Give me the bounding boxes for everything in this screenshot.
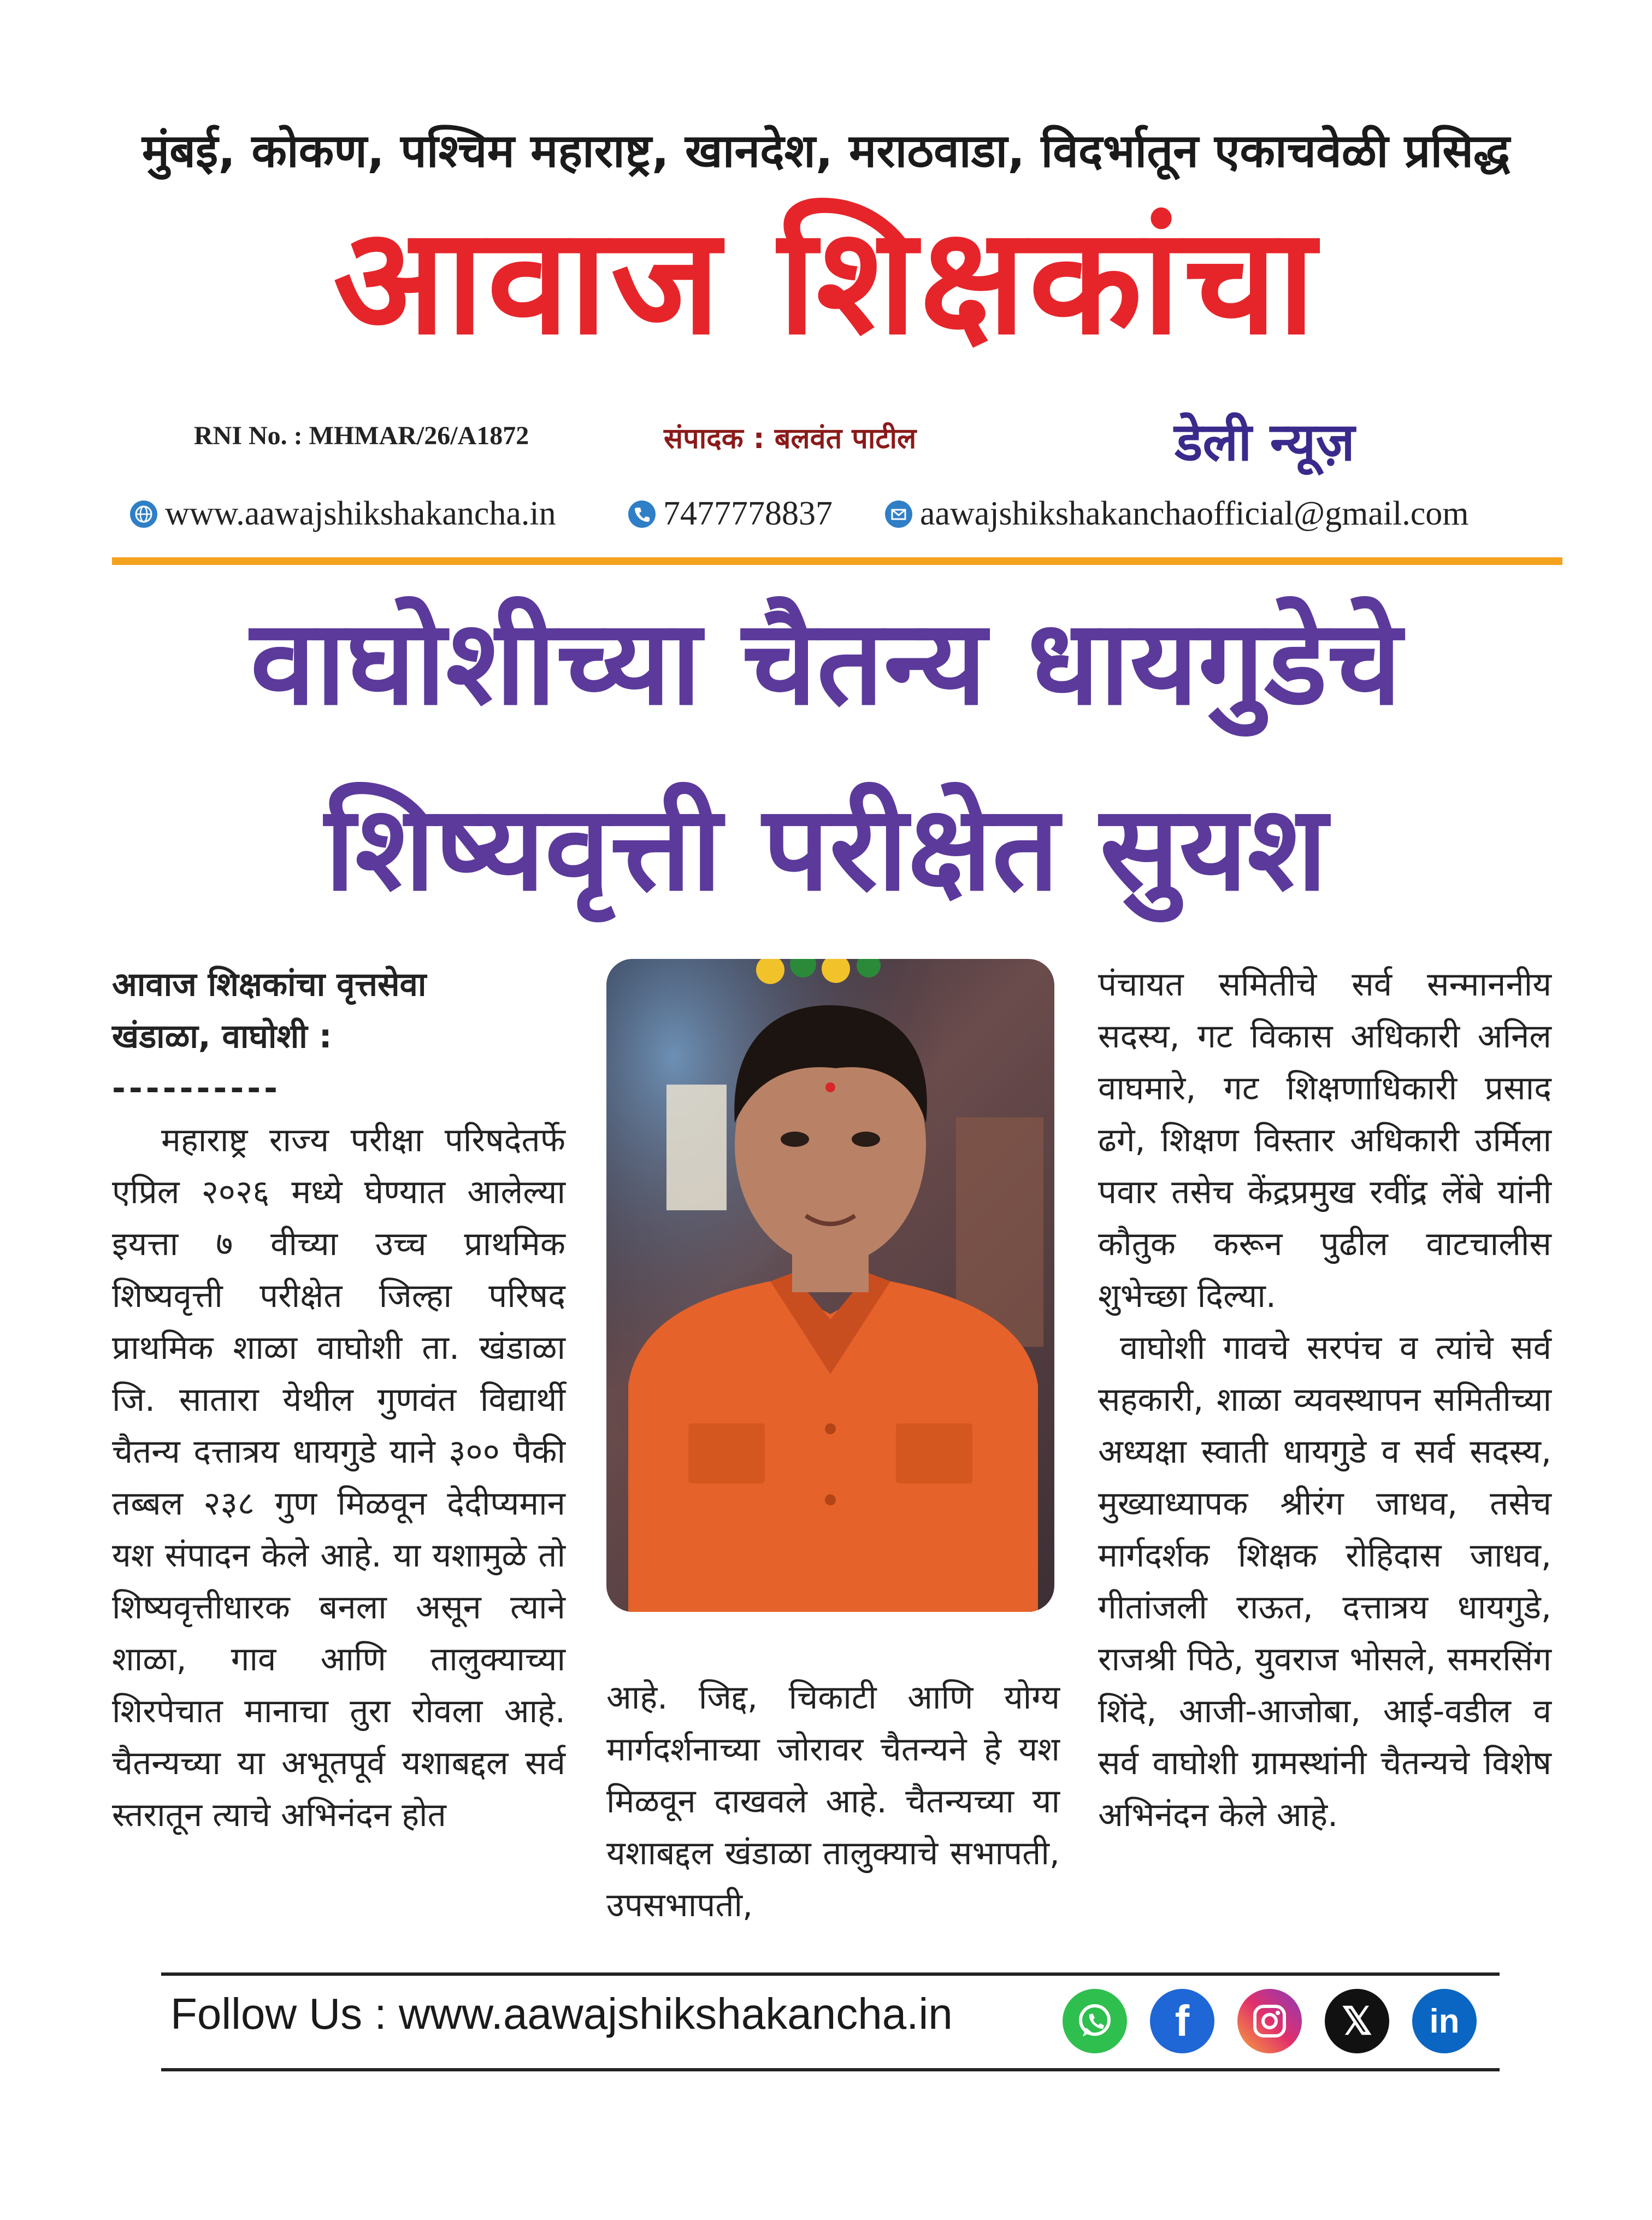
- article-paragraph-1: महाराष्ट्र राज्य परीक्षा परिषदेतर्फे एप्रिल २०२६ मध्ये घेण्यात आलेल्या इयत्ता ७ वीच्या उच्च प्राथमिक शिष्यवृत्ती परीक्षेत जिल्हा परिषद प्राथमिक शाळा वाघोशी ता. खंडाळा जि. सातारा येथील गुणवंत विद्यार्थी चैतन्य दत्तात्रय धायगुडे याने ३०० पैकी तब्बल २३८ गुण मिळवून देदीप्यमान यश संपादन केले आहे. या यशामुळे तो शिष्यवृत्तीधारक बनला असून त्याने शाळा, गाव आणि तालुक्याच्या शिरपेचात मानाचा तुरा रोवला आहे. चैतन्यच्या या अभूतपूर्व यशाबद्दल सर्व स्तरातून त्याचे अभिनंदन होत: [112, 1121, 565, 1834]
- article-column-3: [1098, 959, 1551, 1841]
- tagline: मुंबई, कोकण, पश्चिम महाराष्ट्र, खानदेश, मराठवाडा, विदर्भातून एकाचवेळी प्रसिद्ध: [141, 124, 1511, 178]
- article-paragraph-2: आहे. जिद्द, चिकाटी आणि योग्य मार्गदर्शनाच्या जोरावर चैतन्यने हे यश मिळवून दाखवले आहे. चैतन्यच्या या यशाबद्दल खंडाळा तालुक्याचे सभापती, उपसभापती,: [606, 1679, 1060, 1924]
- article-paragraph-3: पंचायत समितीचे सर्व सन्माननीय सदस्य, गट विकास अधिकारी अनिल वाघमारे, गट शिक्षणाधिकारी प्रसाद ढगे, शिक्षण विस्तार अधिकारी उर्मिला पवार तसेच केंद्रप्रमुख रवींद्र लेंबे यांनी कौतुक करून पुढील वाटचालीस शुभेच्छा दिल्या.: [1098, 965, 1551, 1315]
- whatsapp-icon[interactable]: [1063, 1989, 1127, 2053]
- footer-rule-top: [161, 1972, 1500, 1976]
- facebook-icon[interactable]: f: [1150, 1989, 1214, 2053]
- byline-dashes: ----------: [112, 1069, 281, 1108]
- rni-number: RNI No. : MHMAR/26/A1872: [194, 421, 529, 450]
- byline-agency: आवाज शिक्षकांचा वृत्तसेवा: [112, 965, 427, 1004]
- follow-us-text[interactable]: Follow Us : www.aawajshikshakancha.in: [170, 1989, 953, 2038]
- headline-line-2: शिष्यवृत्ती परीक्षेत सुयश: [324, 780, 1328, 917]
- email-text: aawajshikshakanchaofficial@gmail.com: [920, 495, 1469, 532]
- article-paragraph-4: वाघोशी गावचे सरपंच व त्यांचे सर्व सहकारी, शाळा व्यवस्थापन समितीच्या अध्यक्षा स्वाती धायगुडे व सर्व सदस्य, मुख्याध्यापक श्रीरंग जाधव, तसेच मार्गदर्शक शिक्षक रोहिदास जाधव, गीतांजली राऊत, दत्तात्रय धायगुडे, राजश्री पिठे, युवराज भोसले, समरसिंग शिंदे, आजी-आजोबा, आई-वडील व सर्व वाघोशी ग्रामस्थांनी चैतन्यचे विशेष अभिनंदन केले आहे.: [1098, 1329, 1551, 1834]
- masthead-title: आवाज शिक्षकांचा: [333, 195, 1319, 367]
- website-text: www.aawajshikshakancha.in: [165, 495, 556, 532]
- student-photo: [606, 959, 1054, 1612]
- article-column-1: [112, 959, 565, 1841]
- byline-place: खंडाळा, वाघोशी :: [112, 1017, 332, 1056]
- headline-line-1: वाघोशीच्या चैतन्य धायगुडेचे: [250, 594, 1402, 731]
- article-column-2: [606, 1672, 1060, 1932]
- x-icon[interactable]: 𝕏: [1325, 1989, 1389, 2053]
- header-divider: [112, 557, 1562, 565]
- footer-rule-bottom: [161, 2068, 1500, 2071]
- globe-icon: [130, 500, 157, 528]
- linkedin-icon[interactable]: in: [1412, 1989, 1477, 2053]
- contact-website[interactable]: [130, 494, 556, 533]
- phone-icon: [628, 500, 656, 528]
- contact-phone[interactable]: [628, 494, 833, 533]
- editor-credit: संपादक : बलवंत पाटील: [664, 422, 917, 455]
- instagram-icon[interactable]: [1237, 1989, 1302, 2053]
- contact-email[interactable]: [885, 494, 1469, 533]
- mail-icon: [885, 500, 912, 528]
- daily-news-label: डेली न्यूज़: [1175, 411, 1355, 473]
- phone-text: 7477778837: [663, 495, 833, 532]
